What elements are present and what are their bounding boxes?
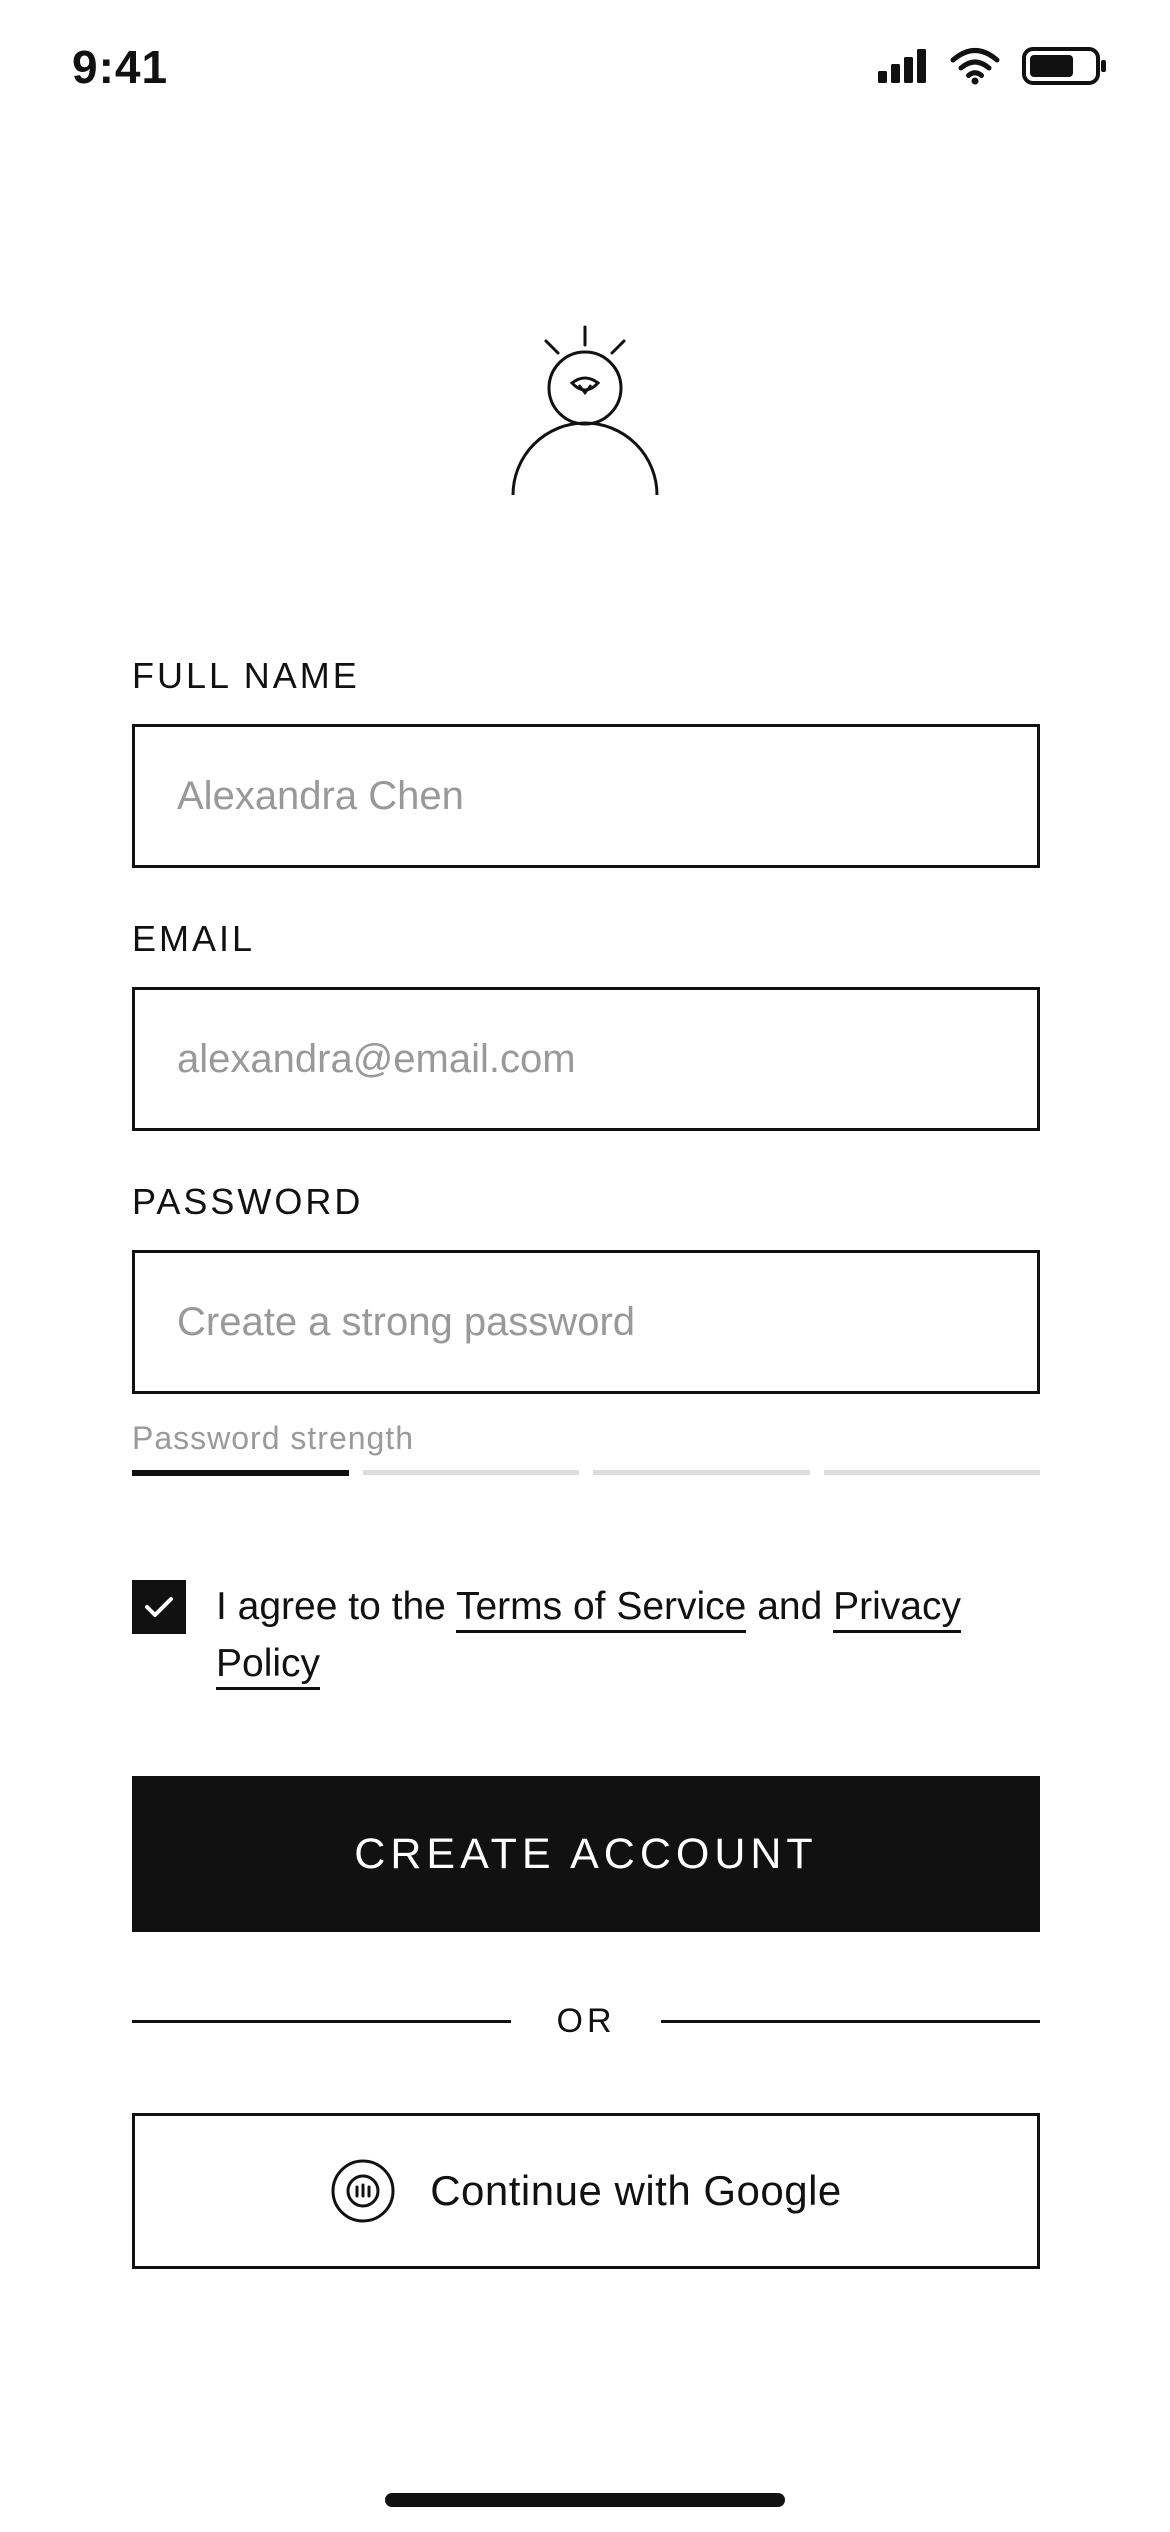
agree-middle: and bbox=[746, 1585, 834, 1628]
strength-segment bbox=[593, 1470, 810, 1475]
user-with-lightbulb-icon bbox=[505, 325, 665, 505]
home-indicator bbox=[385, 2493, 785, 2507]
full-name-group bbox=[132, 655, 1040, 868]
google-icon bbox=[330, 2158, 396, 2224]
divider-line-left bbox=[132, 2020, 511, 2023]
status-bar bbox=[0, 0, 1170, 140]
privacy-policy-link[interactable]: Privacy Policy bbox=[216, 1585, 961, 1690]
password-strength-label: Password strength bbox=[132, 1420, 415, 1456]
password-group bbox=[132, 1181, 1040, 1394]
password-strength-meter bbox=[132, 1470, 1040, 1476]
signal-icon bbox=[878, 49, 928, 83]
divider-text: OR bbox=[556, 2001, 616, 2040]
battery-fill bbox=[1030, 55, 1073, 77]
terms-of-service-link[interactable]: Terms of Service bbox=[456, 1585, 746, 1633]
email-input[interactable] bbox=[132, 987, 1040, 1131]
password-label: PASSWORD bbox=[132, 1181, 364, 1222]
terms-agreement bbox=[132, 1578, 1040, 1692]
email-label: EMAIL bbox=[132, 918, 256, 959]
or-divider bbox=[132, 1996, 1040, 2046]
divider-line-right bbox=[661, 2020, 1040, 2023]
agree-prefix: I agree to the bbox=[216, 1585, 456, 1628]
strength-segment bbox=[824, 1470, 1041, 1475]
signup-form bbox=[132, 655, 1040, 1476]
battery-icon bbox=[1022, 47, 1108, 85]
wifi-icon bbox=[950, 47, 1000, 85]
status-icons bbox=[878, 46, 1108, 86]
strength-segment bbox=[363, 1470, 580, 1475]
status-time: 9:41 bbox=[72, 41, 169, 93]
agree-text bbox=[216, 1578, 1006, 1692]
checkmark-icon bbox=[144, 1595, 174, 1619]
hero bbox=[0, 325, 1170, 505]
strength-segment bbox=[132, 1470, 349, 1476]
agree-checkbox[interactable] bbox=[132, 1580, 186, 1634]
continue-with-google-button[interactable] bbox=[132, 2113, 1040, 2269]
full-name-label: FULL NAME bbox=[132, 655, 360, 696]
password-input[interactable] bbox=[132, 1250, 1040, 1394]
full-name-input[interactable] bbox=[132, 724, 1040, 868]
create-account-button[interactable]: CREATE ACCOUNT bbox=[132, 1776, 1040, 1932]
email-group bbox=[132, 918, 1040, 1131]
google-button-label: Continue with Google bbox=[430, 2167, 842, 2214]
